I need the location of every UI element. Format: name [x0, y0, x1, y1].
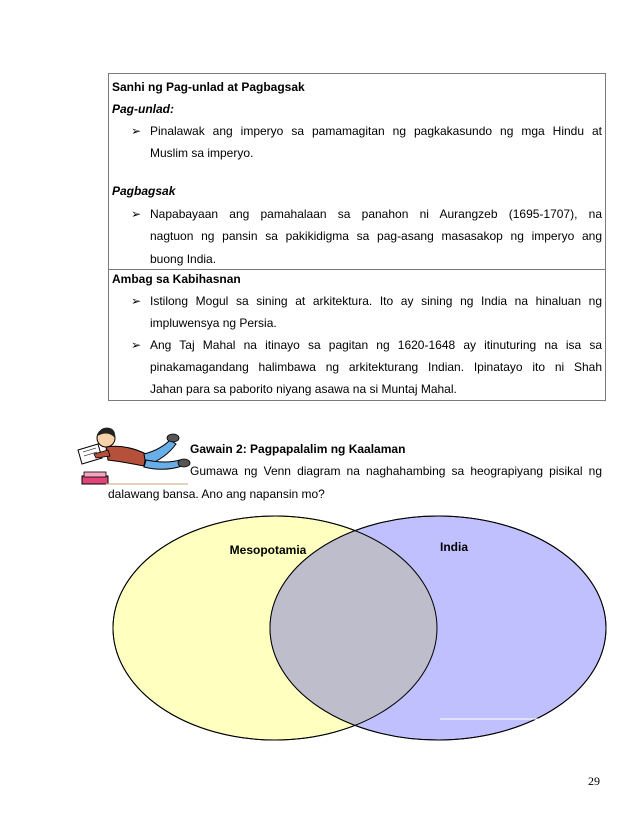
venn-right-label: India: [439, 540, 469, 554]
section-heading-sanhi: Sanhi ng Pag-unlad at Pagbagsak: [112, 80, 305, 94]
arrow-bullet-icon: ➢: [131, 124, 142, 138]
bullet-text-line: Ang Taj Mahal na itinayo sa pagitan ng 1620-1648 ay itinuturing na isa sa: [150, 338, 602, 352]
bullet-text-line: Napabayaan ang pamahalaan sa panahon ni Aurangzeb (1695-1707), na: [150, 207, 602, 221]
section-heading-ambag: Ambag sa Kabihasnan: [112, 272, 241, 286]
venn-left-label: Mesopotamia: [229, 543, 307, 557]
page-number: 29: [588, 774, 600, 788]
gawain-title: Gawain 2: Pagpapalalim ng Kaalaman: [190, 442, 406, 456]
bullet-text-line: buong India.: [150, 252, 217, 266]
bullet-text-line: Istilong Mogul sa sining at arkitektura. Ito ay sining ng India na hinaluan ng: [150, 294, 602, 308]
pag-unlad-label: Pag-unlad:: [112, 102, 174, 116]
bullet-text-line: Jahan para sa paborito niyang asawa na si Muntaj Mahal.: [150, 382, 457, 396]
bullet-text-line: Muslim sa imperyo.: [150, 146, 254, 160]
arrow-bullet-icon: ➢: [131, 338, 142, 352]
gawain-instruction-line1: Gumawa ng Venn diagram na naghahambing sa heograpiyang pisikal ng: [190, 464, 602, 478]
arrow-bullet-icon: ➢: [131, 294, 142, 308]
bullet-text-line: impluwensya ng Persia.: [150, 316, 277, 330]
pagbagsak-label: Pagbagsak: [112, 184, 176, 198]
gawain-instruction-line2: dalawang bansa. Ano ang napansin mo?: [108, 487, 325, 501]
arrow-bullet-icon: ➢: [131, 207, 142, 221]
bullet-text-line: nagtuon ng pansin sa pakikidigma sa pag-asang masasakop ng imperyo ang: [150, 229, 602, 243]
bullet-text-line: pinakamagandang halimbawa ng arkitekturang Indian. Ipinatayo ito ni Shah: [150, 360, 602, 374]
bullet-text-line: Pinalawak ang imperyo sa pamamagitan ng pagkakasundo ng mga Hindu at: [150, 124, 602, 138]
